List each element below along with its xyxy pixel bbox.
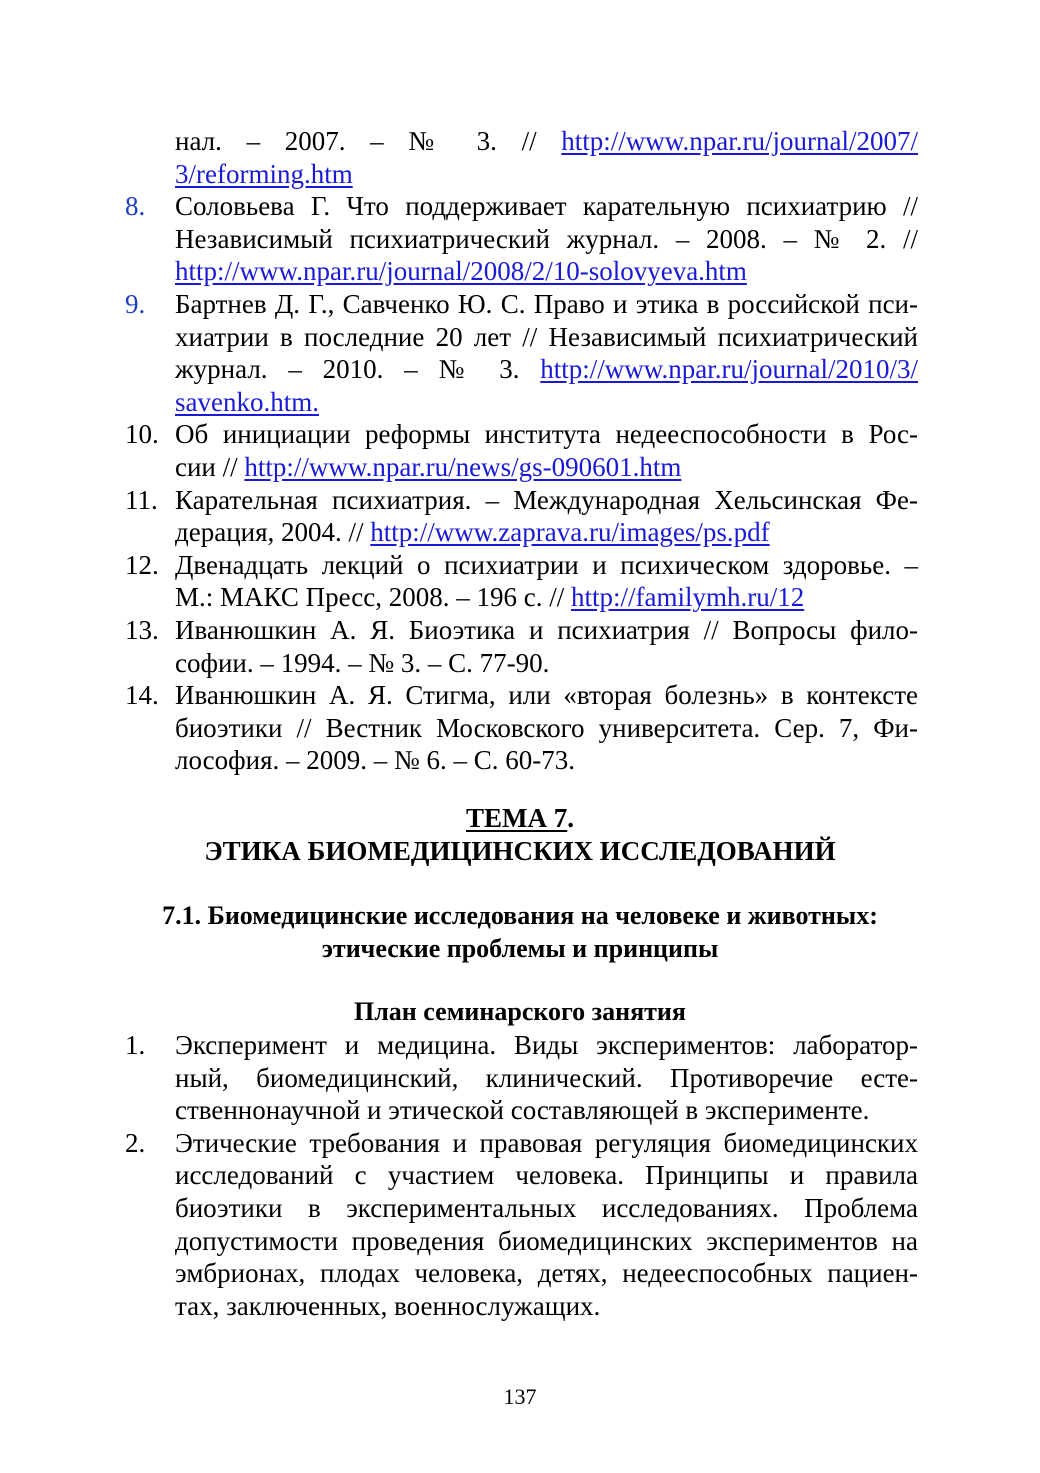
reference-item-line [175, 125, 918, 158]
reference-item-text: сии // [175, 451, 245, 482]
reference-item-line [175, 386, 918, 419]
plan-item-number: 1. [125, 1030, 146, 1060]
plan-item-text: ный, биомедицинский, клинический. Противоречие есте- [175, 1062, 918, 1093]
reference-item-line [175, 484, 918, 517]
reference-item-line [175, 255, 918, 288]
reference-item [125, 549, 918, 614]
reference-item-text: биоэтики // Вестник Московского университета. Сер. 7, Фи- [175, 712, 918, 743]
reference-item-text: Карательная психиатрия. – Международная Хельсинская Фе- [175, 484, 918, 515]
plan-item-text: исследований с участием человека. Принципы и правила [175, 1160, 918, 1191]
reference-item-line [175, 321, 918, 354]
reference-item-line [175, 744, 918, 777]
reference-item-text: дерация, 2004. // [175, 517, 371, 548]
plan-item-line [175, 1127, 918, 1160]
reference-item [125, 418, 918, 483]
plan-item-text: Эксперимент и медицина. Виды экспериментов: лаборатор- [175, 1030, 918, 1060]
reference-item-number: 14. [125, 680, 159, 711]
reference-item-number: 9. [125, 288, 146, 319]
plan-item-text: тах, заключенных, военнослужащих. [175, 1290, 601, 1321]
reference-item-text: Иванюшкин А. Я. Стигма, или «вторая болезнь» в контексте [175, 680, 918, 711]
reference-item-number: 8. [125, 191, 146, 222]
reference-item-line [175, 614, 918, 647]
reference-item [125, 679, 918, 777]
reference-link[interactable]: http://www.npar.ru/journal/2007/ [561, 126, 918, 156]
reference-link[interactable]: http://www.npar.ru/journal/2010/3/ [540, 354, 918, 385]
reference-item [175, 125, 918, 190]
plan-list [125, 1029, 918, 1322]
reference-list [125, 125, 918, 777]
reference-item-line [175, 451, 918, 484]
reference-item-line [175, 549, 918, 582]
reference-item-line [175, 647, 918, 680]
reference-item-line [175, 223, 918, 256]
reference-item [125, 288, 918, 418]
plan-item [125, 1029, 918, 1127]
reference-link[interactable]: http://www.npar.ru/journal/2008/2/10-solovyeva.htm [175, 256, 747, 287]
reference-item-text: софии. – 1994. – № 3. – С. 77-90. [175, 647, 550, 678]
plan-item-line [175, 1290, 918, 1323]
topic-label-line [110, 802, 930, 835]
reference-item-text: хиатрии в последние 20 лет // Независимый психиатрический [175, 321, 918, 352]
page-number: 137 [503, 1384, 537, 1409]
plan-item-text: биоэтики в экспериментальных исследованиях. Проблема [175, 1192, 918, 1223]
reference-item-number: 12. [125, 549, 159, 580]
reference-link[interactable]: http://www.zaprava.ru/images/ps.pdf [370, 517, 770, 548]
plan-item-number: 2. [125, 1127, 146, 1158]
reference-item-line [175, 581, 918, 614]
reference-link[interactable]: savenko.htm. [175, 386, 319, 417]
topic-label: ТЕМА 7 [466, 803, 568, 833]
topic-title [110, 802, 930, 867]
plan-item-line [175, 1192, 918, 1225]
reference-item-text: Иванюшкин А. Я. Биоэтика и психиатрия // Вопросы фило- [175, 614, 918, 645]
reference-item-line [175, 418, 918, 451]
reference-item [125, 190, 918, 288]
reference-item [125, 614, 918, 679]
reference-item-line [175, 190, 918, 223]
plan-heading: План семинарского занятия [354, 997, 686, 1026]
reference-item-text: журнал. – 2010. – № 3. [175, 354, 541, 385]
plan-item-text: эмбрионах, плодах человека, детях, недееспособных пациен- [175, 1258, 918, 1289]
section-title [110, 900, 930, 965]
plan-item-line [175, 1257, 918, 1290]
reference-item-number: 11. [125, 484, 158, 515]
plan-item-line [175, 1062, 918, 1095]
reference-item-text: лософия. – 2009. – № 6. – С. 60-73. [175, 745, 576, 776]
plan-item-text: ственнонаучной и этической составляющей в эксперименте. [175, 1095, 870, 1126]
reference-item-number: 10. [125, 419, 159, 450]
reference-item-text: нал. – 2007. – № 3. // [175, 126, 562, 156]
plan-item-text: допустимости проведения биомедицинских экспериментов на [175, 1225, 918, 1256]
topic-name: ЭТИКА БИОМЕДИЦИНСКИХ ИССЛЕДОВАНИЙ [204, 835, 836, 866]
reference-item-line [175, 353, 918, 386]
section-title-line-2: этические проблемы и принципы [321, 933, 719, 963]
topic-label-suffix: . [567, 803, 574, 833]
plan-item-line [175, 1225, 918, 1258]
reference-item-line [175, 288, 918, 321]
reference-item-text: Независимый психиатрический журнал. – 2008. – № 2. // [175, 223, 918, 254]
section-title-line-1: 7.1. Биомедицинские исследования на человеке и животных: [162, 901, 878, 930]
reference-item-text: Двенадцать лекций о психиатрии и психическом здоровье. – [175, 549, 918, 580]
plan-item-line [175, 1094, 918, 1127]
reference-item-number: 13. [125, 614, 159, 645]
reference-item [125, 484, 918, 549]
reference-link[interactable]: http://www.npar.ru/news/gs-090601.htm [244, 451, 682, 482]
reference-item-line [175, 516, 918, 549]
reference-item-text: Соловьева Г. Что поддерживает карательную психиатрию // [175, 191, 918, 222]
reference-item-line [175, 158, 918, 191]
plan-item-line [175, 1159, 918, 1192]
reference-link[interactable]: 3/reforming.htm [175, 158, 353, 189]
reference-item-line [175, 679, 918, 712]
reference-item-text: М.: МАКС Пресс, 2008. – 196 с. // [175, 582, 571, 613]
reference-item-text: Бартнев Д. Г., Савченко Ю. С. Право и этика в российской пси- [175, 288, 918, 319]
plan-item-line [175, 1029, 918, 1062]
reference-link[interactable]: http://familymh.ru/12 [570, 582, 805, 613]
reference-item-text: Об инициации реформы института недееспособности в Рос- [175, 419, 918, 450]
reference-item-line [175, 712, 918, 745]
plan-item [125, 1127, 918, 1323]
plan-item-text: Этические требования и правовая регуляция биомедицинских [175, 1127, 918, 1158]
